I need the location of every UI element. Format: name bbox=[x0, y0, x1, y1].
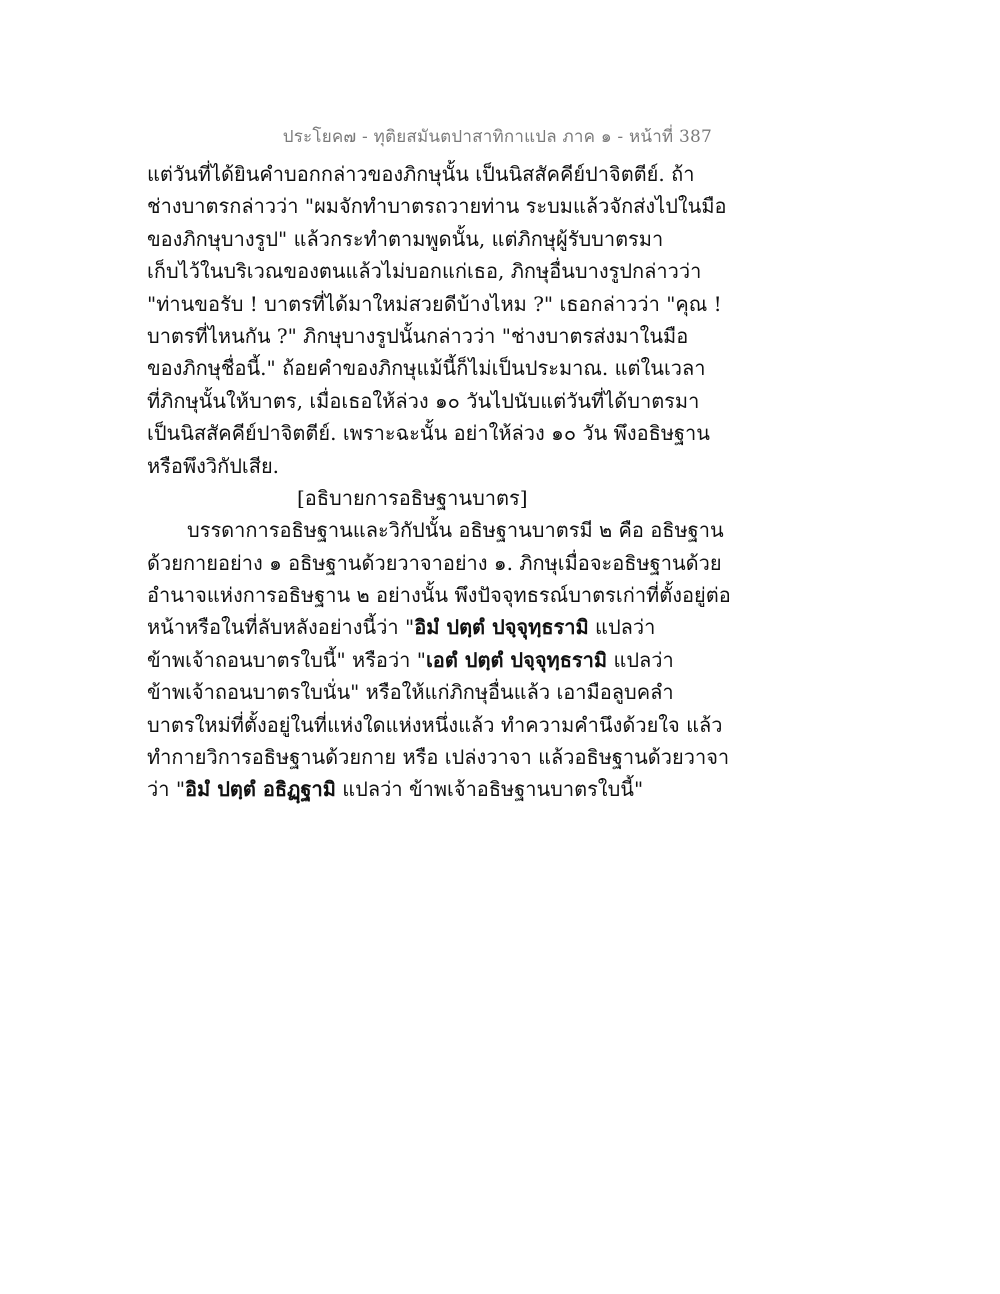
text-span: แปลว่า bbox=[588, 615, 656, 640]
text-line bbox=[147, 611, 707, 643]
running-header: ประโยค๗ - ทุติยสมันตปาสาทิกาแปล ภาค ๑ - หน้าที่ 387 bbox=[282, 127, 712, 147]
text-line bbox=[147, 644, 707, 676]
text-span: แปลว่า bbox=[607, 647, 674, 672]
body-text bbox=[147, 158, 731, 806]
pali-phrase-bold: อิมํ ปตฺตํ ปจฺจุทฺธรามิ bbox=[414, 615, 589, 640]
text-line: ทำกายวิการอธิษฐานด้วยกาย หรือ เปล่งวาจา แล้วอธิษฐานด้วยวาจา bbox=[147, 745, 730, 770]
text-line: ข้าพเจ้าถอนบาตรใบนั่น" หรือให้แก่ภิกษุอื่นแล้ว เอามือลูบคลำ bbox=[147, 680, 674, 705]
text-span: ข้าพเจ้าถอนบาตรใบนี้" หรือว่า " bbox=[147, 647, 426, 672]
section-heading: [อธิบายการอธิษฐานบาตร] bbox=[297, 485, 528, 510]
text-line: "ท่านขอรับ ! บาตรที่ได้มาใหม่สวยดีบ้างไหม ?" เธอกล่าวว่า "คุณ ! bbox=[147, 291, 722, 316]
text-line bbox=[147, 773, 707, 805]
text-line: ช่างบาตรกล่าวว่า "ผมจักทำบาตรถวายท่าน ระบมแล้วจักส่งไปในมือ bbox=[147, 194, 727, 219]
text-span: หน้าหรือในที่ลับหลังอย่างนี้ว่า " bbox=[147, 615, 415, 640]
pali-phrase-bold: เอตํ ปตฺตํ ปจฺจุทฺธรามิ bbox=[425, 647, 608, 672]
text-line: ด้วยกายอย่าง ๑ อธิษฐานด้วยวาจาอย่าง ๑. ภิกษุเมื่อจะอธิษฐานด้วย bbox=[147, 550, 722, 575]
text-span: ว่า " bbox=[147, 777, 186, 802]
text-line: ที่ภิกษุนั้นให้บาตร, เมื่อเธอให้ล่วง ๑๐ วันไปนับแต่วันที่ได้บาตรมา bbox=[147, 388, 700, 413]
paragraph-2 bbox=[147, 514, 731, 806]
text-line: ของภิกษุชื่อนี้." ถ้อยคำของภิกษุแม้นี้ก็ไม่เป็นประมาณ. แต่ในเวลา bbox=[147, 356, 706, 381]
text-line: อำนาจแห่งการอธิษฐาน ๒ อย่างนั้น พึงปัจจุทธรณ์บาตรเก่าที่ตั้งอยู่ต่อ bbox=[147, 583, 731, 608]
text-line: หรือพึงวิกัปเสีย. bbox=[147, 453, 280, 478]
text-line: บาตรใหม่ที่ตั้งอยู่ในที่แห่งใดแห่งหนึ่งแล้ว ทำความคำนึงด้วยใจ แล้ว bbox=[147, 712, 723, 737]
text-line: บรรดาการอธิษฐานและวิกัปนั้น อธิษฐานบาตรมี ๒ คือ อธิษฐาน bbox=[187, 518, 724, 543]
text-line: เป็นนิสสัคคีย์ปาจิตตีย์. เพราะฉะนั้น อย่าให้ล่วง ๑๐ วัน พึงอธิษฐาน bbox=[147, 421, 710, 446]
text-line: เก็บไว้ในบริเวณของตนแล้วไม่บอกแก่เธอ, ภิกษุอื่นบางรูปกล่าวว่า bbox=[147, 259, 702, 284]
text-span: แปลว่า ข้าพเจ้าอธิษฐานบาตรใบนี้" bbox=[335, 777, 644, 802]
paragraph-1 bbox=[147, 158, 727, 482]
text-line: ของภิกษุบางรูป" แล้วกระทำตามพูดนั้น, แต่ภิกษุผู้รับบาตรมา bbox=[147, 226, 664, 251]
text-line: แต่วันที่ได้ยินคำบอกกล่าวของภิกษุนั้น เป็นนิสสัคคีย์ปาจิตตีย์. ถ้า bbox=[147, 162, 695, 186]
text-line: บาตรที่ไหนกัน ?" ภิกษุบางรูปนั้นกล่าวว่า "ช่างบาตรส่งมาในมือ bbox=[147, 323, 689, 348]
pali-phrase-bold: อิมํ ปตฺตํ อธิฏฺฐามิ bbox=[185, 777, 336, 802]
